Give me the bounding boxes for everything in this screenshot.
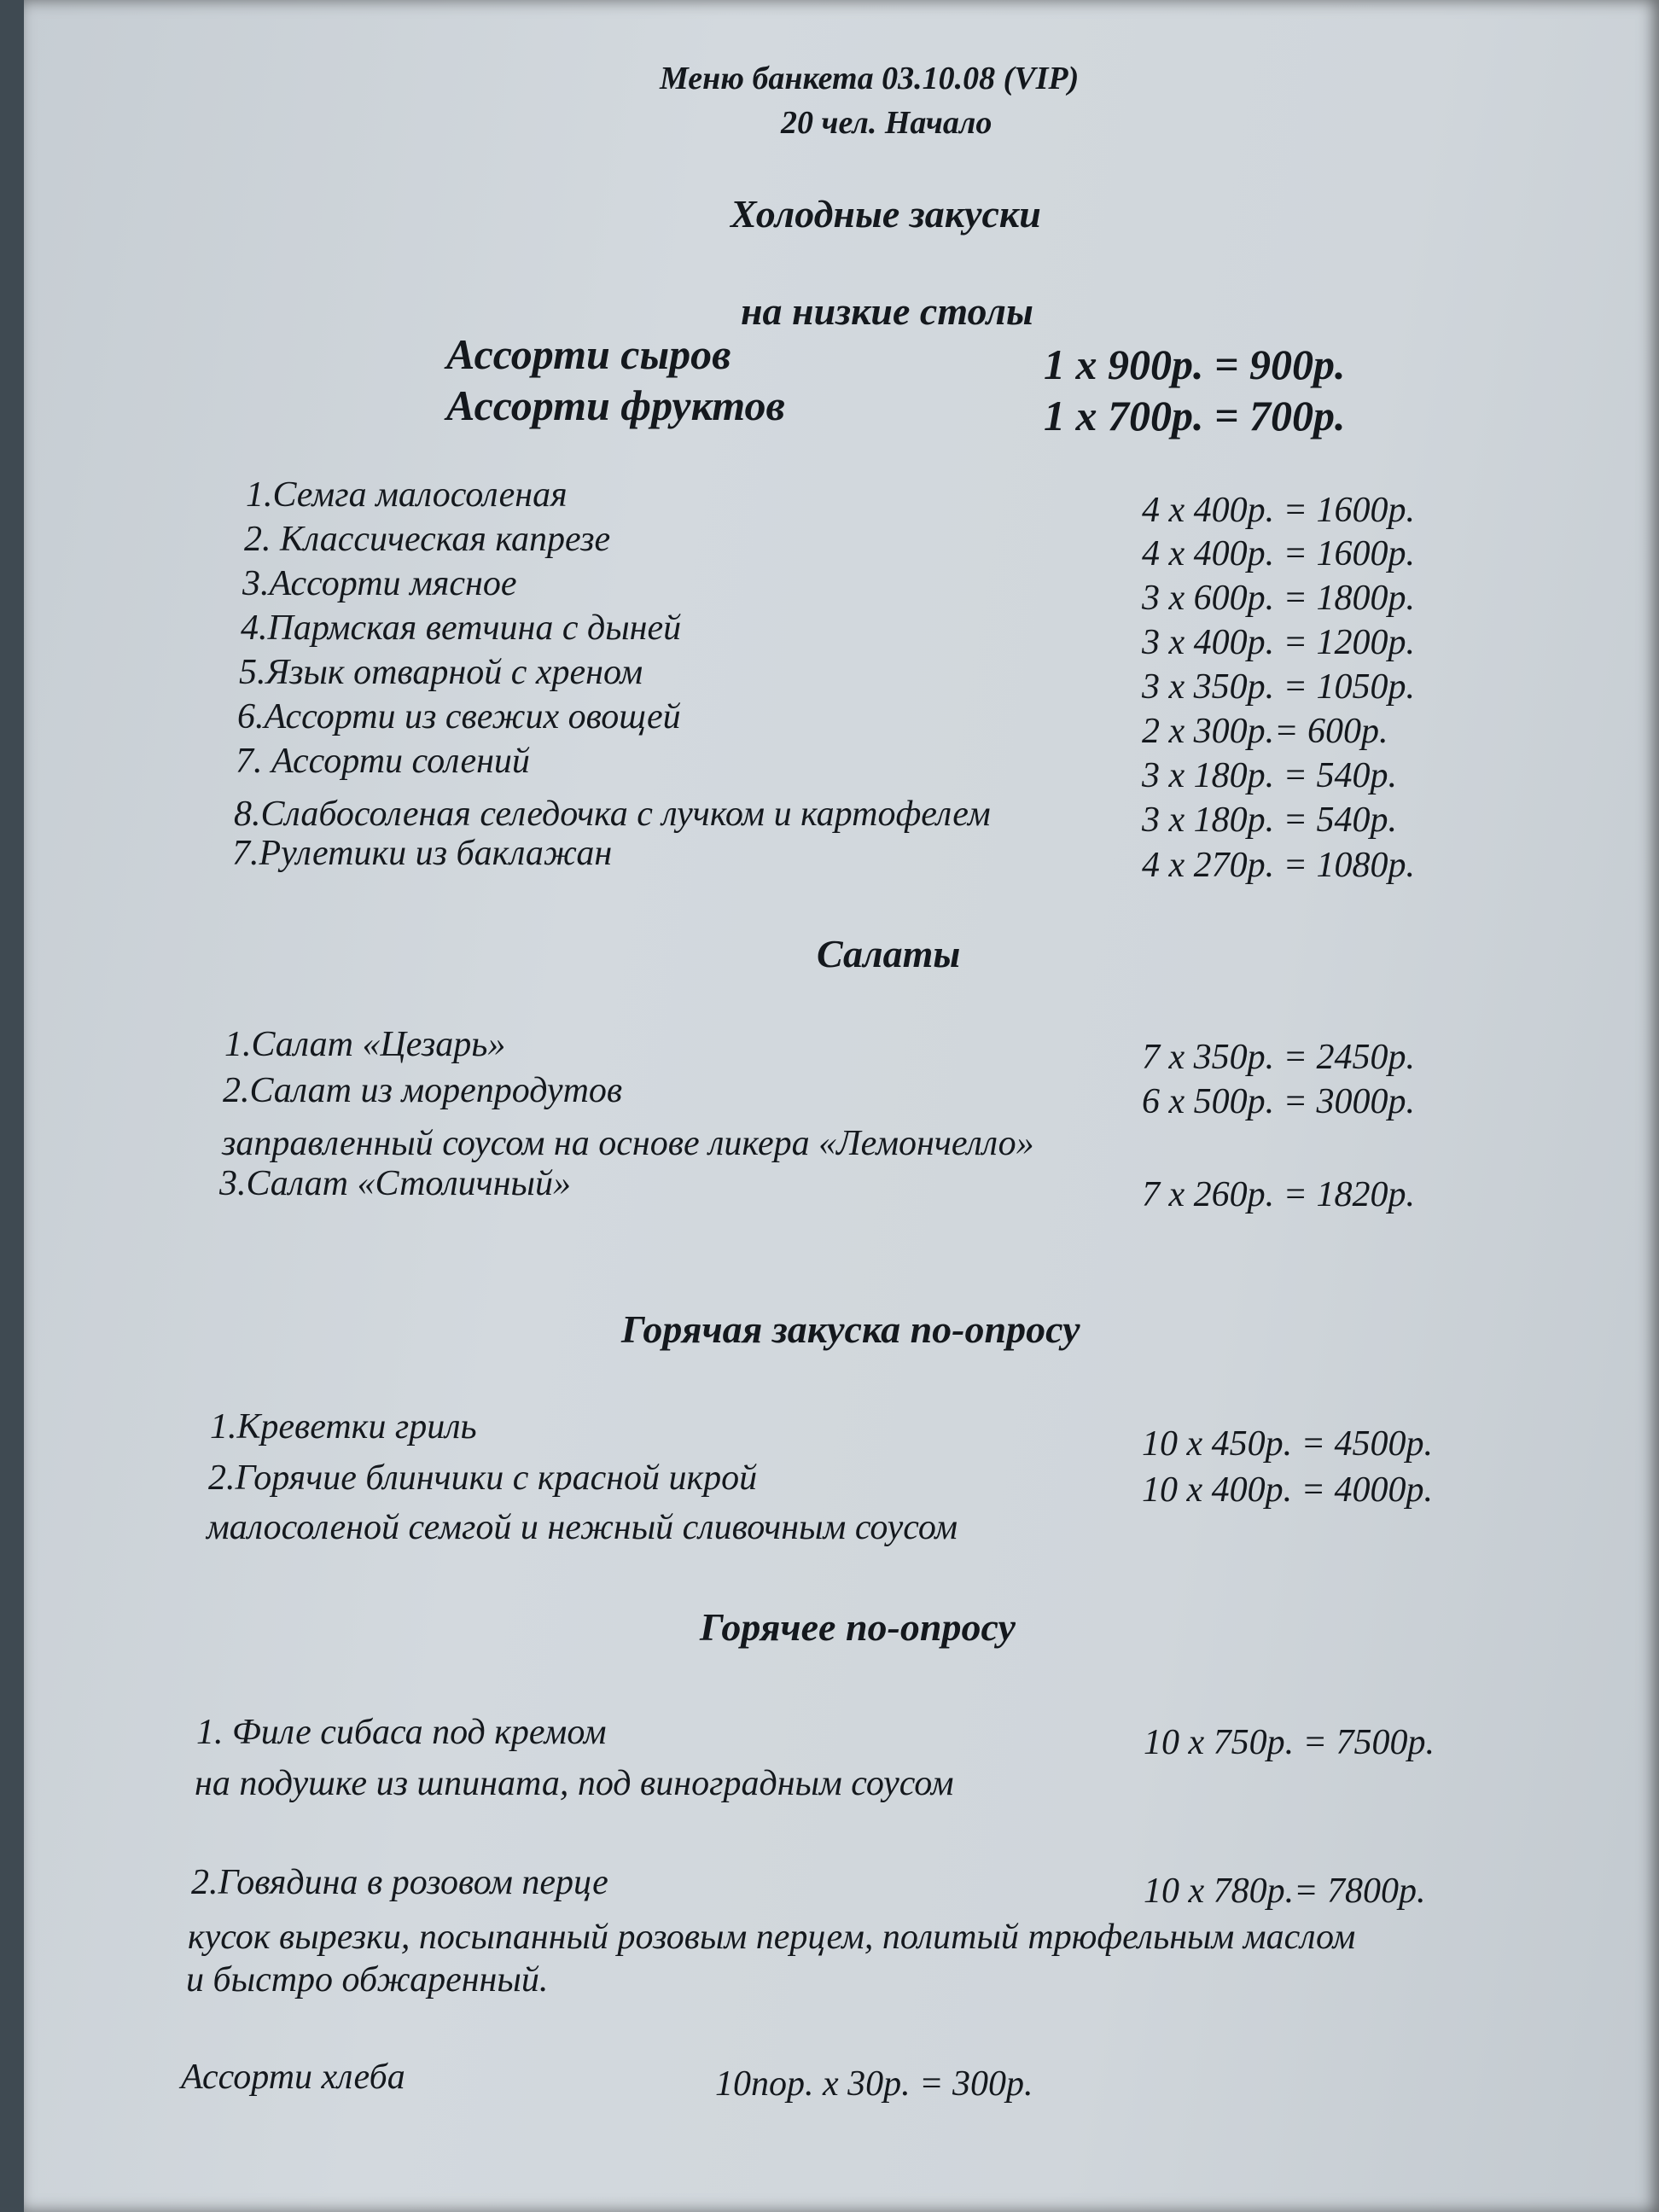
cold-item-price: 3 х 180р. = 540р. bbox=[1142, 756, 1397, 795]
hot-appetizer-item-description: малосоленой семгой и нежный сливочным соусом bbox=[207, 1508, 958, 1547]
salad-item-name: 3.Салат «Столичный» bbox=[219, 1164, 571, 1203]
cold-item-name: 5.Язык отварной с хреном bbox=[239, 653, 643, 692]
cold-item-name: 7.Рулетики из баклажан bbox=[232, 834, 613, 873]
low-table-item-price: 1 х 900р. = 900р. bbox=[1044, 341, 1346, 388]
cold-item-price: 4 х 400р. = 1600р. bbox=[1142, 491, 1415, 530]
cold-item-price: 3 х 350р. = 1050р. bbox=[1142, 667, 1415, 707]
cold-item-name: 2. Классическая капрезе bbox=[244, 520, 611, 559]
hot-dish-item-price: 10 х 750р. = 7500р. bbox=[1144, 1723, 1435, 1762]
hot-dish-item-name: 1. Филе сибаса под кремом bbox=[196, 1713, 607, 1752]
cold-item-name: 4.Пармская ветчина с дыней bbox=[241, 608, 682, 648]
section-heading-low-tables: на низкие столы bbox=[741, 289, 1033, 333]
low-table-item-price: 1 х 700р. = 700р. bbox=[1044, 392, 1346, 439]
cold-item-price: 4 х 270р. = 1080р. bbox=[1142, 846, 1415, 885]
menu-title: Меню банкета 03.10.08 (VIP) bbox=[660, 61, 1080, 96]
cold-item-price: 2 х 300р.= 600р. bbox=[1142, 712, 1388, 751]
hot-dish-item-description: кусок вырезки, посыпанный розовым перцем, политый трюфельным маслом bbox=[188, 1918, 1356, 1957]
section-heading-salads: Салаты bbox=[817, 932, 961, 975]
salad-item-price: 6 х 500р. = 3000р. bbox=[1142, 1082, 1415, 1121]
cold-item-price: 3 х 180р. = 540р. bbox=[1142, 800, 1397, 840]
cold-item-name: 3.Ассорти мясное bbox=[242, 564, 517, 603]
hot-appetizer-item-price: 10 х 400р. = 4000р. bbox=[1142, 1470, 1433, 1510]
salad-item-name: 1.Салат «Цезарь» bbox=[224, 1025, 506, 1064]
salad-item-price: 7 х 260р. = 1820р. bbox=[1142, 1175, 1415, 1214]
cold-item-name: 1.Семга малосоленая bbox=[246, 475, 568, 515]
hot-dish-item-description: на подушке из шпината, под виноградным соусом bbox=[195, 1764, 954, 1803]
section-heading-hot-appetizer: Горячая закуска по-опросу bbox=[621, 1307, 1080, 1351]
cold-item-price: 3 х 600р. = 1800р. bbox=[1142, 579, 1415, 618]
low-table-item-name: Ассорти сыров bbox=[446, 330, 731, 378]
bread-item-name: Ассорти хлеба bbox=[181, 2058, 405, 2097]
menu-subtitle: 20 чел. Начало bbox=[781, 105, 992, 141]
salad-item-description: заправленный соусом на основе ликера «Лемончелло» bbox=[222, 1124, 1034, 1163]
hot-appetizer-item-price: 10 х 450р. = 4500р. bbox=[1142, 1424, 1433, 1464]
menu-sheet bbox=[24, 0, 1659, 2212]
salad-item-price: 7 х 350р. = 2450р. bbox=[1142, 1038, 1415, 1077]
section-heading-cold-appetizers: Холодные закуски bbox=[731, 192, 1041, 236]
low-table-item-name: Ассорти фруктов bbox=[446, 381, 785, 429]
cold-item-name: 8.Слабосоленая селедочка с лучком и картофелем bbox=[234, 795, 991, 834]
hot-dish-item-description: и быстро обжаренный. bbox=[186, 1960, 549, 2000]
salad-item-name: 2.Салат из морепродутов bbox=[223, 1071, 623, 1110]
cold-item-price: 4 х 400р. = 1600р. bbox=[1142, 534, 1415, 573]
hot-appetizer-item-name: 2.Горячие блинчики с красной икрой bbox=[208, 1458, 758, 1498]
cold-item-price: 3 х 400р. = 1200р. bbox=[1142, 623, 1415, 662]
cold-item-name: 6.Ассорти из свежих овощей bbox=[237, 697, 681, 736]
cold-item-name: 7. Ассорти солений bbox=[236, 742, 530, 781]
hot-dish-item-name: 2.Говядина в розовом перце bbox=[191, 1863, 608, 1902]
bread-item-price: 10пор. х 30р. = 300р. bbox=[715, 2064, 1033, 2104]
section-heading-hot-dishes: Горячее по-опросу bbox=[700, 1605, 1016, 1649]
hot-appetizer-item-name: 1.Креветки гриль bbox=[210, 1407, 477, 1447]
hot-dish-item-price: 10 х 780р.= 7800р. bbox=[1144, 1871, 1426, 1911]
